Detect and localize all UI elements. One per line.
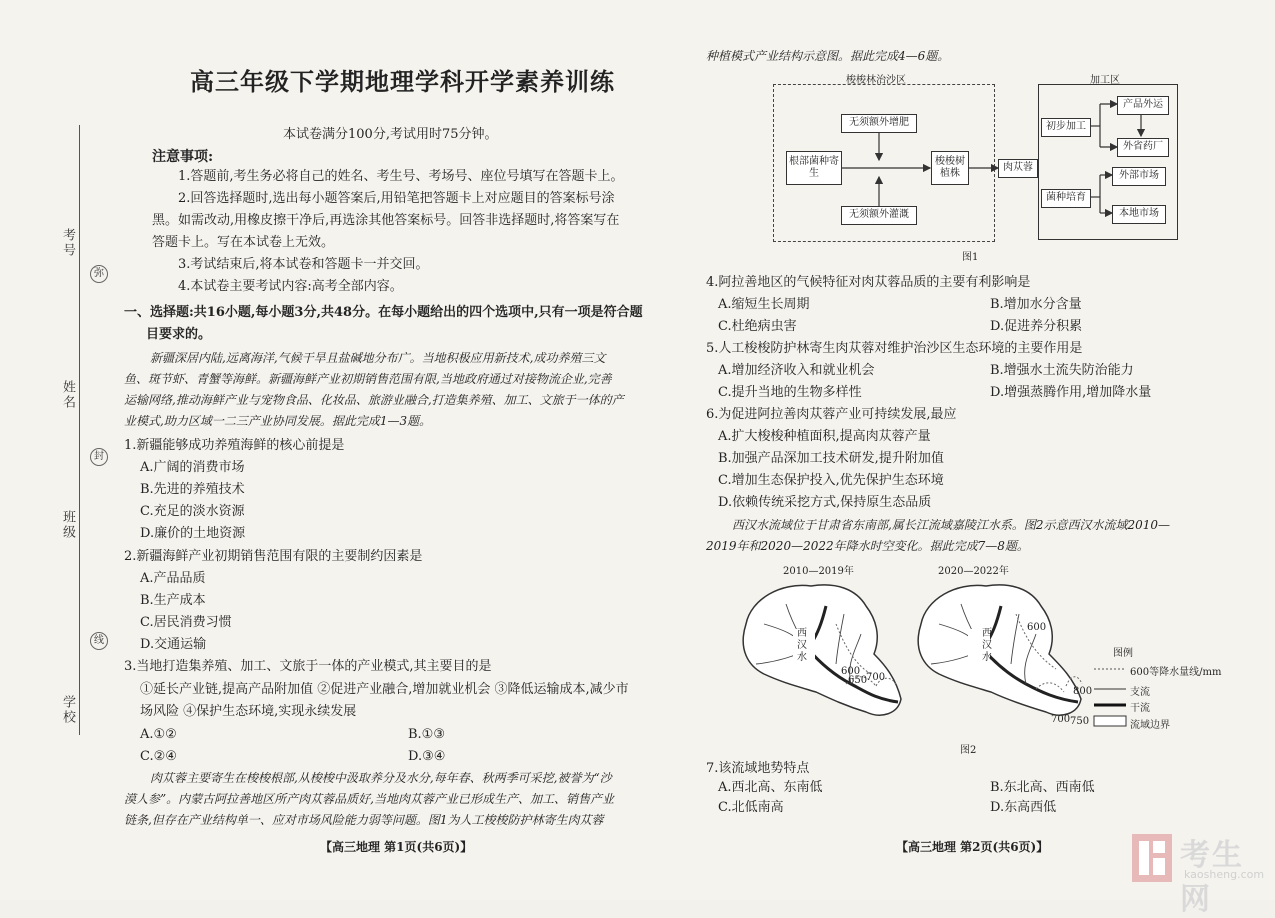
q2-option-d: D.交通运输	[140, 637, 207, 652]
seal-char-mi: 弥	[90, 265, 108, 283]
notes-block	[152, 166, 672, 298]
note-line: 黑。如需改动,用橡皮擦干净后,再选涂其他答案标号。回答非选择题时,将答案写在	[152, 213, 620, 228]
fig2-map2-contour-700: 700	[1051, 714, 1071, 725]
fig2-river-label-2: 西汉水	[982, 628, 992, 663]
q4-option-c: C.杜绝病虫害	[718, 319, 797, 334]
question-6: 6.为促进阿拉善肉苁蓉产业可持续发展,最应	[706, 407, 957, 422]
fig2-legend-contour: 600等降水量线/mm	[1130, 667, 1222, 678]
fig1-box-fertilize: 无须额外增肥	[841, 114, 917, 133]
note-line: 2.回答选择题时,选出每小题答案后,用铅笔把答题卡上对应题目的答案标号涂	[178, 191, 615, 206]
q5-option-c: C.提升当地的生物多样性	[718, 385, 862, 400]
fig2-map2-contour-800: 800	[1073, 686, 1093, 697]
fig1-intro: 种植模式产业结构示意图。据此完成4—6题。	[706, 49, 950, 63]
q2-option-b: B.生产成本	[140, 593, 206, 608]
fig2-legend-symbols	[1092, 664, 1128, 734]
question-5: 5.人工梭梭防护林寄生肉苁蓉对维护治沙区生态环境的主要作用是	[706, 341, 1083, 356]
note-line: 答题卡上。写在本试卷上无效。	[152, 235, 335, 250]
section-heading-cont: 目要求的。	[146, 327, 212, 342]
fig2-map2-title: 2020—2022年	[938, 566, 1009, 577]
q2-option-a: A.产品品质	[140, 571, 206, 586]
q6-option-a: A.扩大梭梭种植面积,提高肉苁蓉产量	[718, 429, 931, 444]
q1-option-c: C.充足的淡水资源	[140, 504, 245, 519]
note-line: 4.本试卷主要考试内容:高考全部内容。	[178, 279, 403, 294]
fig1-box-product: 肉苁蓉	[998, 159, 1038, 178]
fig2-caption: 图2	[960, 745, 977, 756]
fig2-legend-boundary: 流域边界	[1130, 720, 1170, 731]
seal-char-feng: 封	[90, 448, 108, 466]
question-4: 4.阿拉善地区的气候特征对肉苁蓉品质的主要有利影响是	[706, 275, 1031, 290]
seal-char-xian: 线	[90, 632, 108, 650]
note-line: 3.考试结束后,将本试卷和答题卡一并交回。	[178, 257, 429, 272]
q4-option-a: A.缩短生长周期	[718, 297, 810, 312]
watermark-url: kaosheng.com	[1184, 868, 1265, 881]
notes-heading: 注意事项:	[152, 149, 214, 165]
fig2-map1-contour-650: 650	[848, 675, 868, 686]
fig2-map-2020-2022	[906, 574, 1096, 734]
passage-line: 西汉水流域位于甘肃省东南部,属长江流域嘉陵江水系。图2示意西汉水流域2010—	[732, 518, 1170, 532]
note-line: 1.答题前,考生务必将自己的姓名、考生号、考场号、座位号填写在答题卡上。	[178, 169, 624, 184]
watermark-logo	[1130, 828, 1270, 917]
q6-option-d: D.依赖传统采挖方式,保持原生态品质	[718, 495, 932, 510]
q7-option-b: B.东北高、西南低	[990, 780, 1095, 795]
passage-line: 链条,但存在产业结构单一、应对市场风险能力弱等问题。图1为人工梭梭防护林寄生肉苁蓉	[124, 813, 604, 827]
margin-label-class: 班级	[60, 510, 75, 540]
question-7: 7.该流域地势特点	[706, 761, 810, 776]
fig2-map1-contour-700: 700	[866, 672, 886, 683]
margin-label-name: 姓名	[60, 380, 75, 410]
fig1-box-pharma: 外省药厂	[1117, 138, 1169, 157]
fig2-map-2010-2019	[726, 574, 916, 734]
fig1-box-local-market: 本地市场	[1112, 205, 1166, 224]
binding-line	[79, 125, 80, 735]
q3-option-c: C.②④	[140, 749, 177, 764]
fig2-legend-mainstream: 干流	[1130, 703, 1150, 714]
fig1-box-irrigate: 无须额外灌溉	[841, 206, 917, 225]
q4-option-b: B.增加水分含量	[990, 297, 1082, 312]
fig2-map1-title: 2010—2019年	[783, 566, 854, 577]
passage-line: 业模式,助力区域一二三产业协同发展。据此完成1—3题。	[124, 414, 432, 428]
question-1: 1.新疆能够成功养殖海鲜的核心前提是	[124, 438, 345, 453]
watermark-text: 考生网	[1180, 838, 1244, 917]
passage-line: 2019年和2020—2022年降水时空变化。据此完成7—8题。	[706, 539, 1029, 553]
fig1-box-inoculate: 根部菌种寄生	[786, 151, 842, 185]
q4-option-d: D.促进养分积累	[990, 319, 1083, 334]
watermark-mark-icon	[1130, 832, 1174, 884]
passage-line: 运输网络,推动海鲜产业与宠物食品、化妆品、旅游业融合,打造集养殖、加工、文旅于一体的产	[124, 393, 624, 407]
fig2-map1-contour-600: 600	[841, 666, 861, 677]
fig1-left-area-label: 梭梭林治沙区	[846, 75, 906, 86]
q3-option-a: A.①②	[140, 727, 177, 742]
fig1-right-area-label: 加工区	[1090, 75, 1120, 86]
q7-option-c: C.北低南高	[718, 800, 784, 815]
margin-label-exam-number: 考号	[60, 228, 75, 258]
section-heading: 一、选择题:共16小题,每小题3分,共48分。在每小题给出的四个选项中,只有一项是符合题	[124, 305, 643, 320]
fig2-legend-tributary: 支流	[1130, 687, 1150, 698]
q1-option-b: B.先进的养殖技术	[140, 482, 245, 497]
q5-option-b: B.增强水土流失防治能力	[990, 363, 1134, 378]
q5-option-a: A.增加经济收入和就业机会	[718, 363, 875, 378]
fig2-river-label-1: 西汉水	[797, 628, 807, 663]
fig1-box-export: 产品外运	[1117, 96, 1169, 115]
footer-page-1: 【高三地理 第1页(共6页)】	[320, 840, 473, 854]
fig1-caption: 图1	[962, 252, 979, 263]
margin-label-school: 学校	[60, 695, 75, 725]
q3-option-d: D.③④	[408, 749, 446, 764]
q3-items-line2: 场风险 ④保护生态环境,实现永续发展	[140, 704, 357, 719]
passage-line: 肉苁蓉主要寄生在梭梭根部,从梭梭中汲取养分及水分,每年春、秋两季可采挖,被誉为“沙	[150, 771, 612, 785]
fig1-box-outer-market: 外部市场	[1112, 167, 1166, 186]
question-3: 3.当地打造集养殖、加工、文旅于一体的产业模式,其主要目的是	[124, 659, 492, 674]
fig2-map2-contour-600: 600	[1027, 622, 1047, 633]
passage-line: 鱼、斑节虾、青蟹等海鲜。新疆海鲜产业初期销售范围有限,当地政府通过对接物流企业,完善	[124, 372, 612, 386]
q3-option-b: B.①③	[408, 727, 445, 742]
passage-1	[124, 348, 669, 432]
score-info: 本试卷满分100分,考试用时75分钟。	[283, 127, 498, 142]
footer-page-2: 【高三地理 第2页(共6页)】	[896, 840, 1049, 854]
q1-option-a: A.广阔的消费市场	[140, 460, 245, 475]
passage-2	[124, 768, 669, 831]
page-title: 高三年级下学期地理学科开学素养训练	[190, 68, 615, 96]
fig1-box-culture: 菌种培育	[1041, 189, 1091, 208]
fig2-legend-title: 图例	[1113, 648, 1133, 659]
q7-option-d: D.东高西低	[990, 800, 1057, 815]
q7-option-a: A.西北高、东南低	[718, 780, 823, 795]
q6-option-b: B.加强产品深加工技术研发,提升附加值	[718, 451, 944, 466]
q3-items-line1: ①延长产业链,提高产品附加值 ②促进产业融合,增加就业机会 ③降低运输成本,减少市	[140, 682, 629, 697]
passage-3	[706, 515, 1251, 557]
q1-option-d: D.廉价的土地资源	[140, 526, 246, 541]
fig1-box-plant: 梭梭树植株	[931, 151, 969, 185]
q6-option-c: C.增加生态保护投入,优先保护生态环境	[718, 473, 944, 488]
passage-line: 漠人参”。内蒙古阿拉善地区所产肉苁蓉品质好,当地肉苁蓉产业已形成生产、加工、销售产业	[124, 792, 614, 806]
q2-option-c: C.居民消费习惯	[140, 615, 232, 630]
q5-option-d: D.增强蒸腾作用,增加降水量	[990, 385, 1152, 400]
passage-line: 新疆深居内陆,远离海洋,气候干旱且盐碱地分布广。当地积极应用新技术,成功养殖三文	[150, 351, 606, 365]
fig2-map2-contour-750: 750	[1070, 716, 1090, 727]
fig1-box-primary-processing: 初步加工	[1041, 118, 1091, 137]
question-2: 2.新疆海鲜产业初期销售范围有限的主要制约因素是	[124, 549, 423, 564]
